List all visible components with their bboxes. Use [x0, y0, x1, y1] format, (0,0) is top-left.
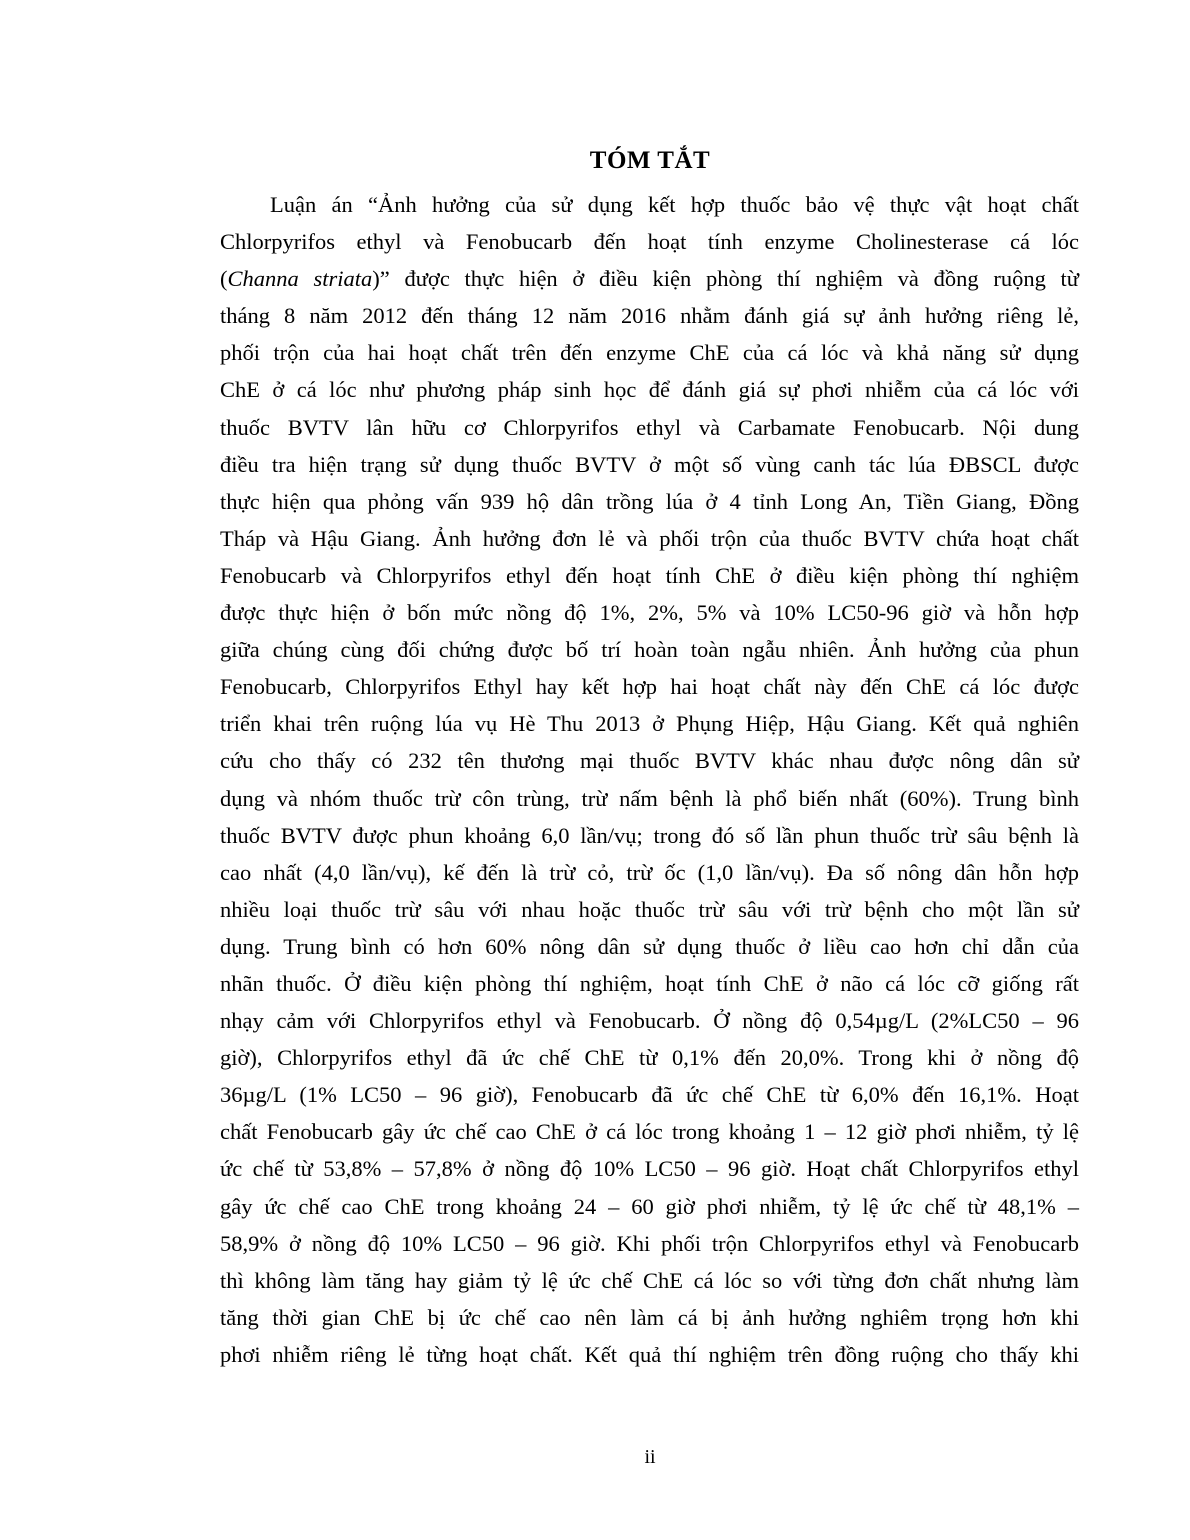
- text-line: thì không làm tăng hay giảm tỷ lệ ức chế ChE cá lóc so với từng đơn chất nhưng làm: [220, 1267, 1079, 1293]
- text-line: ChE ở cá lóc như phương pháp sinh học để đánh giá sự phơi nhiễm của cá lóc với: [220, 377, 1079, 403]
- text-line: giờ), Chlorpyrifos ethyl đã ức chế ChE từ 0,1% đến 20,0%. Trong khi ở nồng độ: [220, 1045, 1079, 1071]
- text-line: Tháp và Hậu Giang. Ảnh hưởng đơn lẻ và phối trộn của thuốc BVTV chứa hoạt chất: [220, 525, 1079, 551]
- text-line: tháng 8 năm 2012 đến tháng 12 năm 2016 nhằm đánh giá sự ảnh hưởng riêng lẻ,: [220, 303, 1079, 329]
- text-line: dụng. Trung bình có hơn 60% nông dân sử dụng thuốc ở liều cao hơn chỉ dẫn của: [220, 933, 1079, 959]
- text-line: gây ức chế cao ChE trong khoảng 24 – 60 giờ phơi nhiễm, tỷ lệ ức chế từ 48,1% –: [220, 1193, 1079, 1219]
- text-line: 36µg/L (1% LC50 – 96 giờ), Fenobucarb đã ức chế ChE từ 6,0% đến 16,1%. Hoạt: [220, 1082, 1079, 1108]
- text-line-rest: )” được thực hiện ở điều kiện phòng thí nghiệm và đồng ruộng từ: [372, 266, 1079, 292]
- species-name: Channa striata: [227, 266, 373, 292]
- text-line: phối trộn của hai hoạt chất trên đến enzyme ChE của cá lóc và khả năng sử dụng: [220, 340, 1079, 366]
- page-number: ii: [644, 1446, 656, 1468]
- text-line: chất Fenobucarb gây ức chế cao ChE ở cá lóc trong khoảng 1 – 12 giờ phơi nhiễm, tỷ lệ: [220, 1119, 1079, 1145]
- text-line: nhãn thuốc. Ở điều kiện phòng thí nghiệm, hoạt tính ChE ở não cá lóc cỡ giống rất: [220, 970, 1079, 996]
- open-paren: (: [220, 266, 228, 292]
- text-line: Fenobucarb và Chlorpyrifos ethyl đến hoạt tính ChE ở điều kiện phòng thí nghiệm: [220, 562, 1079, 588]
- text-line: thực hiện qua phỏng vấn 939 hộ dân trồng lúa ở 4 tỉnh Long An, Tiền Giang, Đồng: [220, 488, 1079, 514]
- page-title: TÓM TẮT: [589, 147, 711, 174]
- text-line: nhiều loại thuốc trừ sâu với nhau hoặc thuốc trừ sâu với trừ bệnh cho một lần sử: [220, 896, 1079, 922]
- text-line: tăng thời gian ChE bị ức chế cao nên làm cá bị ảnh hưởng nghiêm trọng hơn khi: [220, 1304, 1079, 1330]
- abstract-body: [220, 186, 1079, 1373]
- text-line: giữa chúng cùng đối chứng được bố trí hoàn toàn ngẫu nhiên. Ảnh hưởng của phun: [220, 637, 1079, 663]
- text-line-species: [220, 260, 1079, 297]
- text-line: cứu cho thấy có 232 tên thương mại thuốc BVTV khác nhau được nông dân sử: [220, 748, 1079, 774]
- text-line: phơi nhiễm riêng lẻ từng hoạt chất. Kết quả thí nghiệm trên đồng ruộng cho thấy khi: [220, 1341, 1079, 1367]
- text-line: ức chế từ 53,8% – 57,8% ở nồng độ 10% LC50 – 96 giờ. Hoạt chất Chlorpyrifos ethyl: [220, 1156, 1079, 1182]
- text-line: Chlorpyrifos ethyl và Fenobucarb đến hoạt tính enzyme Cholinesterase cá lóc: [220, 229, 1079, 255]
- text-line: Fenobucarb, Chlorpyrifos Ethyl hay kết hợp hai hoạt chất này đến ChE cá lóc được: [220, 674, 1079, 700]
- text-line: cao nhất (4,0 lần/vụ), kế đến là trừ cỏ, trừ ốc (1,0 lần/vụ). Đa số nông dân hỗn hợp: [220, 859, 1079, 885]
- text-line: thuốc BVTV được phun khoảng 6,0 lần/vụ; trong đó số lần phun thuốc trừ sâu bệnh là: [220, 822, 1079, 848]
- text-line: dụng và nhóm thuốc trừ côn trùng, trừ nấm bệnh là phổ biến nhất (60%). Trung bình: [220, 785, 1079, 811]
- text-line: triển khai trên ruộng lúa vụ Hè Thu 2013 ở Phụng Hiệp, Hậu Giang. Kết quả nghiên: [220, 711, 1079, 737]
- text-line: nhạy cảm với Chlorpyrifos ethyl và Fenobucarb. Ở nồng độ 0,54µg/L (2%LC50 – 96: [220, 1008, 1079, 1034]
- text-line: được thực hiện ở bốn mức nồng độ 1%, 2%, 5% và 10% LC50-96 giờ và hỗn hợp: [220, 600, 1079, 626]
- text-line: 58,9% ở nồng độ 10% LC50 – 96 giờ. Khi phối trộn Chlorpyrifos ethyl và Fenobucarb: [220, 1230, 1079, 1256]
- text-line: điều tra hiện trạng sử dụng thuốc BVTV ở một số vùng canh tác lúa ĐBSCL được: [220, 451, 1079, 477]
- text-line: thuốc BVTV lân hữu cơ Chlorpyrifos ethyl và Carbamate Fenobucarb. Nội dung: [220, 414, 1079, 440]
- text-line: Luận án “Ảnh hưởng của sử dụng kết hợp thuốc bảo vệ thực vật hoạt chất: [270, 192, 1079, 217]
